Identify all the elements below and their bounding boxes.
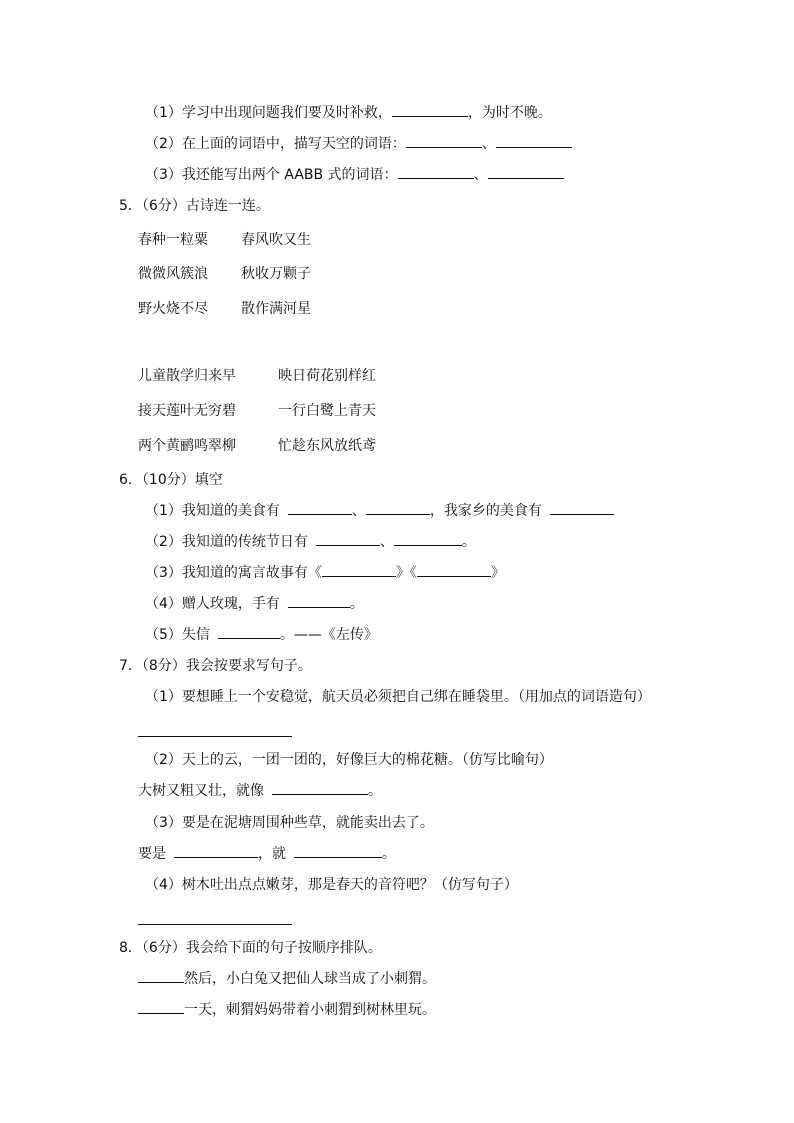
q7-answer-line-1[interactable]: [138, 724, 292, 737]
q4-item-1: （1）学习中出现问题我们要及时补救， ，为时不晚。: [145, 105, 552, 121]
poem-left-1[interactable]: 春种一粒粟: [138, 232, 208, 248]
blank[interactable]: [294, 845, 382, 858]
blank[interactable]: [417, 564, 491, 577]
blank[interactable]: [394, 533, 462, 546]
q7-answer-line-4[interactable]: [138, 912, 292, 925]
blank[interactable]: [496, 135, 572, 148]
q7-item-1: （1）要想睡上一个安稳觉，航天员必须把自己绑在睡袋里。（用加点的词语造句）: [145, 689, 651, 705]
poem-right-1[interactable]: 春风吹又生: [241, 232, 311, 248]
q8-sentence-1: 然后，小白兔又把仙人球当成了小刺猬。: [138, 970, 436, 988]
q7-item-4: （4）树木吐出点点嫩芽，那是春天的音符吧？（仿写句子）: [145, 877, 518, 893]
poem-right-2[interactable]: 秋收万颗子: [241, 266, 311, 282]
blank[interactable]: [406, 135, 482, 148]
q7-item-3: （3）要是在泥塘周围种些草，就能卖出去了。: [145, 815, 434, 831]
q8-title: 8．（6分）我会给下面的句子按顺序排队。: [119, 940, 382, 956]
q6-title: 6．（10分）填空: [119, 472, 223, 488]
q4-item-2: （2）在上面的词语中，描写天空的词语： 、: [145, 135, 572, 153]
poem-left-4[interactable]: 儿童散学归来早: [138, 368, 236, 384]
blank[interactable]: [392, 104, 468, 117]
poem-right-3[interactable]: 散作满河星: [241, 301, 311, 317]
poem-left-3[interactable]: 野火烧不尽: [138, 301, 208, 317]
poem-left-6[interactable]: 两个黄鹂鸣翠柳: [138, 438, 236, 454]
blank[interactable]: [550, 502, 614, 515]
blank[interactable]: [218, 626, 280, 639]
poem-right-4[interactable]: 映日荷花别样红: [278, 368, 376, 384]
blank[interactable]: [398, 166, 474, 179]
order-blank[interactable]: [138, 970, 184, 983]
q6-item-3: （3）我知道的寓言故事有《 》《 》: [145, 565, 505, 581]
q6-item-4: （4）赠人玫瑰，手有 。: [145, 596, 364, 612]
q8-sentence-2: 一天，刺猬妈妈带着小刺猬到树林里玩。: [138, 1001, 436, 1019]
q6-item-1: （1）我知道的美食有 、 ，我家乡的美食有: [145, 502, 614, 520]
q7-item-2: （2）天上的云，一团一团的，好像巨大的棉花糖。（仿写比喻句）: [145, 752, 553, 768]
blank[interactable]: [288, 502, 352, 515]
poem-right-5[interactable]: 一行白鹭上青天: [278, 403, 376, 419]
blank[interactable]: [174, 845, 258, 858]
q7-item-3-answer: 要是 ，就 。: [138, 846, 396, 862]
poem-left-2[interactable]: 微微风簇浪: [138, 266, 208, 282]
q7-item-2-answer: 大树又粗又壮，就像 。: [138, 783, 382, 799]
blank[interactable]: [316, 533, 380, 546]
q7-title: 7．（8分）我会按要求写句子。: [119, 658, 312, 674]
q6-item-5: （5）失信 。——《左传》: [145, 627, 378, 643]
blank[interactable]: [322, 564, 396, 577]
order-blank[interactable]: [138, 1001, 184, 1014]
blank[interactable]: [366, 502, 430, 515]
q6-item-2: （2）我知道的传统节日有 、 。: [145, 534, 476, 550]
blank[interactable]: [488, 166, 564, 179]
q5-title: 5．（6分）古诗连一连。: [119, 198, 270, 214]
q4-item-3: （3）我还能写出两个 AABB 式的词语： 、: [145, 166, 564, 184]
poem-right-6[interactable]: 忙趁东风放纸鸢: [278, 438, 376, 454]
blank[interactable]: [272, 782, 368, 795]
blank[interactable]: [288, 595, 350, 608]
poem-left-5[interactable]: 接天莲叶无穷碧: [138, 403, 236, 419]
